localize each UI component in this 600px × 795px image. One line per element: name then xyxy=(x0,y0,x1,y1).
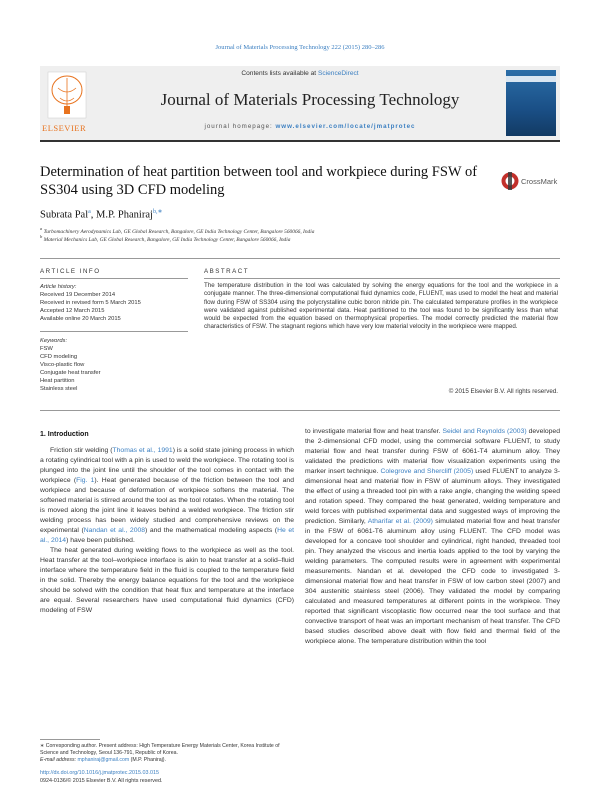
text-run: developed the 2-dimensional CFD model, using the commercial software FLUENT, to study material flow and heat transfer during FSW of 6061-T4 aluminum alloy. They validated the predictions with material flow visualization experiments using the marker insert technique. xyxy=(305,428,560,475)
crossmark-icon xyxy=(500,170,564,192)
homepage-label: journal homepage: xyxy=(204,123,276,130)
affiliation-a-text: Turbomachinery Aerodynamics Lab, GE Global Research, Bangalore, GE India Technology Center, Bangalore 560066, India xyxy=(43,228,315,235)
keyword: FSW xyxy=(40,346,53,352)
article-history xyxy=(40,283,190,323)
abstract-heading: ABSTRACT xyxy=(204,268,250,275)
keyword: Visco-plastic flow xyxy=(40,362,85,368)
text-run: ). Heat generated because of the friction between the tool and workpiece and because of deformation of workpiece softens the material. The softened material is stirred around the tool as the tool rotates. When the rotating tool is moved along the joint line it leaves behind a welded workpiece. The friction stir welding process has been widely studied and comprehensive reviews on the experimental ( xyxy=(40,477,294,534)
article-title: Determination of heat partition between tool and workpiece during FSW of SS304 using 3D CFD modeling xyxy=(40,164,478,198)
history-item: Available online 20 March 2015 xyxy=(40,316,121,322)
footnote-text: Corresponding author. Present address: High Temperature Energy Materials Center, Korea Institute of Science and Technology, Seoul 136-791, Republic of Korea. xyxy=(40,743,280,756)
article-info-heading: ARTICLE INFO xyxy=(40,268,101,275)
article-info-rule xyxy=(40,278,188,279)
citation-link[interactable]: Colegrove and Shercliff (2005) xyxy=(380,468,474,475)
homepage-link[interactable]: www.elsevier.com/locate/jmatprotec xyxy=(275,123,416,130)
affiliation-b xyxy=(40,234,290,243)
text-run: used FLUENT to analyze 3-dimensional heat and material flow in FSW of aluminum alloys. They investigated the effect of using a threaded tool pin with a rake angle, changing the welding speed and rotation speed. They compared the heat generated, welding temperature and weld forces with published experimental data and suggested ways of improving the prediction. Similarly, xyxy=(305,468,560,525)
text-run: to investigate material flow and heat transfer. xyxy=(305,428,443,435)
citation-link[interactable]: He et al., 2014 xyxy=(40,527,294,544)
intro-paragraph-continued xyxy=(305,427,560,647)
body-column-right xyxy=(305,427,560,647)
history-item: Accepted 12 March 2015 xyxy=(40,308,105,314)
keyword: Conjugate heat transfer xyxy=(40,370,101,376)
journal-cover-band xyxy=(506,76,556,82)
footnote-mark: ∗ xyxy=(40,743,45,749)
abstract-rule xyxy=(204,278,560,279)
abstract-bottom-rule xyxy=(40,410,560,411)
abstract-text: The temperature distribution in the tool was calculated by solving the energy equations for the tool and the workpiece in a conjugate manner. The three-dimensional computational fluid dynamics code, FLUENT, was used to model the heat and material flow during FSW of SS304 using the polycrystalline cubic boron nitride pin. The calculated temperature profiles in the workpiece were validated against published experimental data. Heat partitioned to the tool was found to be significantly less than what would be expected from the equation based on thermophysical properties. The model correctly predicted the material flow characteristics of FSW. The stagnant regions which have very low material velocity in the workpiece were mapped. xyxy=(204,282,558,331)
email-link[interactable]: mphaniraj@gmail.com xyxy=(77,757,130,763)
text-run: simulated material flow and heat transfer in the FSW of 6061-T6 aluminum alloy using FLUENT. The CFD model was developed for a concave tool shoulder and cylindrical, right handed, threaded tool pin. They analyzed the viscous and inertia loads applied to the tool by varying the welding parameters. The computed results were in agreement with experimental measurements. Nandan et al. developed the CFD code to investigated 3-dimensional material flow and heat transfer in FSW of low carbon steel (2007) and 304 austenitic stainless steel (2006). They validated the model by comparing calculated and measured temperatures at different points in the workpiece. They reported that significant viscoplastic flow occurred near the tool surface and that convective transport of heat was an important mechanism of heat transfer. The CFD based studies described above dealt with flow field and thermal field of the workpiece alone. The temperature distribution within the tool xyxy=(305,518,560,645)
keyword: CFD modeling xyxy=(40,354,78,360)
text-run: ) and the mathematical modeling aspects ( xyxy=(145,527,278,534)
affiliation-mark[interactable]: a xyxy=(88,209,91,215)
journal-homepage xyxy=(130,123,490,130)
citation-link[interactable]: Thomas et al., 1991 xyxy=(112,447,173,454)
affiliation-mark[interactable]: b,∗ xyxy=(152,209,163,215)
section-heading-introduction: 1. Introduction xyxy=(40,431,89,438)
email-label: E-mail address: xyxy=(40,757,78,763)
citation-link[interactable]: Atharifar et al. (2009) xyxy=(367,518,433,525)
email-suffix: (M.P. Phaniraj). xyxy=(129,757,166,763)
keyword: Stainless steel xyxy=(40,386,78,392)
affiliation-b-mark: b xyxy=(40,234,43,239)
keywords-label: Keywords: xyxy=(40,338,68,344)
corresponding-author-footnote xyxy=(40,743,294,764)
text-run: ) have been published. xyxy=(66,537,135,544)
keywords-list xyxy=(40,337,190,393)
intro-paragraph xyxy=(40,446,294,546)
crossmark-badge[interactable] xyxy=(500,170,564,192)
keywords-rule xyxy=(40,331,188,332)
body-column-left xyxy=(40,446,294,616)
author-name[interactable]: Subrata Pal xyxy=(40,209,89,221)
author-list xyxy=(40,208,162,221)
figure-link[interactable]: Fig. 1 xyxy=(76,477,95,484)
citation-link[interactable]: Seidel and Reynolds (2003) xyxy=(442,428,527,435)
footnote-rule xyxy=(40,739,100,740)
keyword: Heat partition xyxy=(40,378,75,384)
intro-paragraph: The heat generated during welding flows to the workpiece as well as the tool. Heat transfer at the tool–workpiece interface is akin to heat transfer at a solid–fluid interface where the temperature field in the fluid is coupled to the temperature field in the solid. Thereby the energy balance equations for the tool and the workpiece should be solved with the condition that heat flux and temperature at the interface are equal. Several researchers have used computational fluid dynamics (CFD) modeling of FSW xyxy=(40,547,294,614)
affiliation-b-text: Material Mechanics Lab, GE Global Research, Bangalore, GE India Technology Center, Bangalore 560066, India xyxy=(43,236,291,243)
author-name[interactable]: M.P. Phaniraj xyxy=(96,209,153,221)
doi-link[interactable]: http://dx.doi.org/10.1016/j.jmatprotec.2015.03.015 xyxy=(40,770,159,776)
abstract-copyright: © 2015 Elsevier B.V. All rights reserved. xyxy=(448,388,558,395)
journal-reference[interactable]: Journal of Materials Processing Technology 222 (2015) 280–286 xyxy=(215,44,385,51)
history-label: Article history: xyxy=(40,284,77,290)
affiliation-a-mark: a xyxy=(40,226,43,231)
contents-prefix: Contents lists available at xyxy=(241,70,318,77)
author-separator: , xyxy=(90,209,97,221)
sciencedirect-link[interactable]: ScienceDirect xyxy=(317,70,359,77)
crossmark-label: CrossMark xyxy=(521,177,558,186)
text-run: Friction stir welding ( xyxy=(50,447,113,454)
section-divider xyxy=(40,258,560,259)
citation-link[interactable]: Nandan et al., 2008 xyxy=(83,527,146,534)
history-item: Received in revised form 5 March 2015 xyxy=(40,300,141,306)
publisher-name: ELSEVIER xyxy=(42,123,87,133)
issn-copyright: 0924-0136/© 2015 Elsevier B.V. All rights reserved. xyxy=(40,777,163,784)
article-identifiers xyxy=(40,770,162,785)
text-run: ) is a solid state joining process in which a rotating cylindrical tool with a pin is used to weld the workpiece. The rotating tool is plunged into the joint line until the shoulder of the tool comes in contact with the workpiece ( xyxy=(40,447,295,484)
journal-title: Journal of Materials Processing Technology xyxy=(160,90,460,109)
history-item: Received 19 December 2014 xyxy=(40,292,116,298)
header-divider xyxy=(40,140,560,142)
